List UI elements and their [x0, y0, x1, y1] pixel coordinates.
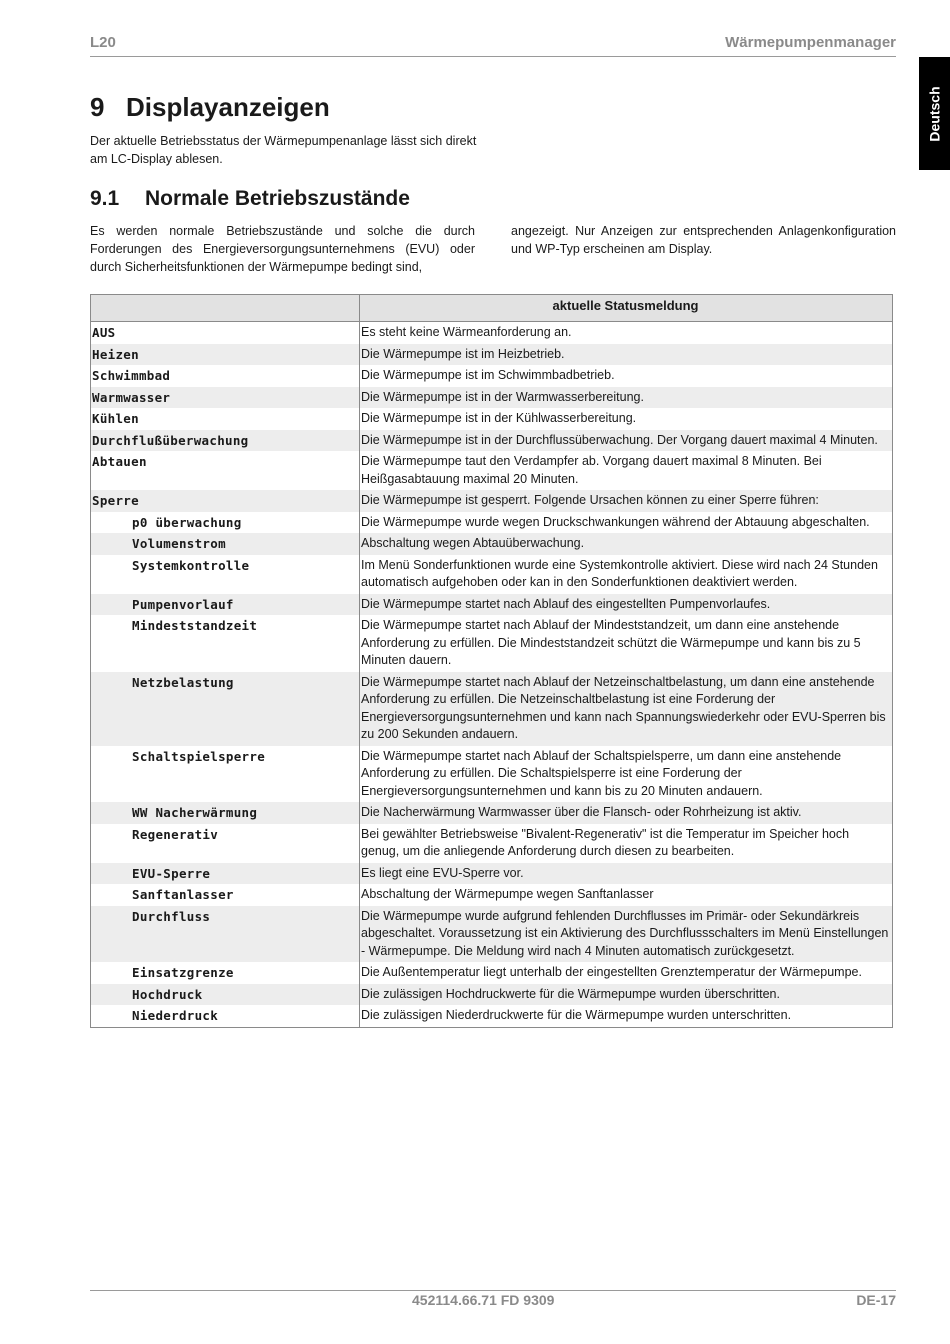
status-description: Im Menü Sonderfunktionen wurde eine Systemkontrolle aktiviert. Diese wird nach 24 Stunden automatisch aufgehoben oder kan in den Sonderfunktionen deaktiviert werden. [360, 555, 893, 594]
table-row [91, 746, 893, 803]
status-description: Die Außentemperatur liegt unterhalb der eingestellten Grenztemperatur der Wärmepumpe. [360, 962, 893, 984]
status-description: Die Wärmepumpe wurde wegen Druckschwankungen während der Abtauung abgeschalten. [360, 512, 893, 534]
status-table [90, 294, 893, 1028]
display-code: Kühlen [91, 408, 360, 430]
display-code: AUS [91, 322, 360, 344]
header-status-message: aktuelle Statusmeldung [360, 295, 893, 322]
table-row [91, 863, 893, 885]
display-code: Durchflußüberwachung [91, 430, 360, 452]
table-row [91, 594, 893, 616]
display-code: Durchfluss [91, 906, 360, 963]
subsection-text-right: angezeigt. Nur Anzeigen zur entsprechenden Anlagenkonfiguration und WP-Typ erscheinen am Display. [511, 224, 896, 256]
table-row [91, 344, 893, 366]
language-tab [919, 57, 950, 170]
display-code: Sperre [91, 490, 360, 512]
table-row [91, 555, 893, 594]
status-description: Die Wärmepumpe taut den Verdampfer ab. Vorgang dauert maximal 8 Minuten. Bei Heißgasabtauung maximal 20 Minuten. [360, 451, 893, 490]
status-description: Die Wärmepumpe ist gesperrt. Folgende Ursachen können zu einer Sperre führen: [360, 490, 893, 512]
status-description: Abschaltung wegen Abtauüberwachung. [360, 533, 893, 555]
table-row [91, 884, 893, 906]
table-row [91, 451, 893, 490]
table-row [91, 906, 893, 963]
display-code: Volumenstrom [91, 533, 360, 555]
status-table-header [91, 295, 893, 322]
status-description: Die Wärmepumpe ist in der Warmwasserbereitung. [360, 387, 893, 409]
display-code: Heizen [91, 344, 360, 366]
display-code: Hochdruck [91, 984, 360, 1006]
status-description: Es liegt eine EVU-Sperre vor. [360, 863, 893, 885]
table-row [91, 962, 893, 984]
display-code: Sanftanlasser [91, 884, 360, 906]
display-code: Abtauen [91, 451, 360, 490]
footer-rule [90, 1290, 896, 1291]
status-description: Die Wärmepumpe ist in der Durchflussüberwachung. Der Vorgang dauert maximal 4 Minuten. [360, 430, 893, 452]
section-title: Displayanzeigen [126, 92, 330, 122]
status-description: Die Wärmepumpe ist im Schwimmbadbetrieb. [360, 365, 893, 387]
header-product: L20 [90, 34, 116, 51]
status-description: Die Wärmepumpe ist im Heizbetrieb. [360, 344, 893, 366]
table-row [91, 824, 893, 863]
status-description: Abschaltung der Wärmepumpe wegen Sanftanlasser [360, 884, 893, 906]
table-row [91, 512, 893, 534]
display-code: Systemkontrolle [91, 555, 360, 594]
status-description: Die Wärmepumpe startet nach Ablauf der Netzeinschaltbelastung, um dann eine anstehende Anforderung zu erfüllen. Die Netzeinschaltbelastung ist eine Forderung der Energieversorgungsunternehmen und kann nach Spannungswiederkehr oder EVU-Sperren bis zu 200 Sekunden andauern. [360, 672, 893, 746]
display-code: WW Nacherwärmung [91, 802, 360, 824]
status-description: Es steht keine Wärmeanforderung an. [360, 322, 893, 344]
status-description: Die Wärmepumpe startet nach Ablauf des eingestellten Pumpenvorlaufes. [360, 594, 893, 616]
status-description: Die Wärmepumpe startet nach Ablauf der Mindeststandzeit, um dann eine anstehende Anforderung zu erfüllen. Die Mindeststandzeit schützt die Wärmepumpe und kann bis zu 5 Minuten dauern. [360, 615, 893, 672]
display-code: Schwimmbad [91, 365, 360, 387]
display-code: p0 überwachung [91, 512, 360, 534]
language-tab-label: Deutsch [926, 85, 943, 142]
table-row [91, 430, 893, 452]
status-description: Die zulässigen Niederdruckwerte für die Wärmepumpe wurden unterschritten. [360, 1005, 893, 1027]
display-code: Netzbelastung [91, 672, 360, 746]
section-intro: Der aktuelle Betriebsstatus der Wärmepumpenanlage lässt sich direkt am LC-Display ablesen. [90, 134, 477, 166]
display-code: Einsatzgrenze [91, 962, 360, 984]
table-row [91, 490, 893, 512]
status-table-body [91, 322, 893, 1028]
table-row [91, 533, 893, 555]
status-description: Die zulässigen Hochdruckwerte für die Wärmepumpe wurden überschritten. [360, 984, 893, 1006]
display-code: Niederdruck [91, 1005, 360, 1027]
table-row [91, 984, 893, 1006]
subsection-heading [90, 187, 410, 211]
table-row [91, 322, 893, 344]
header-title: Wärmepumpenmanager [725, 34, 896, 51]
display-code: Pumpenvorlauf [91, 594, 360, 616]
subsection-text-left: Es werden normale Betriebszustände und solche die durch Forderungen des Energieversorgungsunternehmens (EVU) oder durch Sicherheitsfunktionen der Wärmepumpe bedingt sind, [90, 224, 475, 274]
table-row [91, 408, 893, 430]
status-description: Bei gewählter Betriebsweise "Bivalent-Regenerativ" ist die Temperatur im Speicher hoch genug, um die anliegende Anforderung durch diesen zu bearbeiten. [360, 824, 893, 863]
display-code: Schaltspielsperre [91, 746, 360, 803]
section-number: 9 [90, 92, 105, 122]
display-code: EVU-Sperre [91, 863, 360, 885]
table-row [91, 802, 893, 824]
footer-page-number: DE-17 [856, 1292, 896, 1308]
footer-doc-number: 452114.66.71 FD 9309 [412, 1292, 555, 1308]
display-code: Warmwasser [91, 387, 360, 409]
table-row [91, 365, 893, 387]
status-description: Die Nacherwärmung Warmwasser über die Flansch- oder Rohrheizung ist aktiv. [360, 802, 893, 824]
table-row [91, 672, 893, 746]
subsection-number: 9.1 [90, 187, 120, 210]
table-row [91, 615, 893, 672]
subsection-title: Normale Betriebszustände [145, 187, 410, 210]
status-description: Die Wärmepumpe startet nach Ablauf der Schaltspielsperre, um dann eine anstehende Anforderung zu erfüllen. Die Schaltspielsperre ist eine Forderung der Energieversorgungsunternehmen und kann bis zu 20 Minuten andauern. [360, 746, 893, 803]
header-blank-cell [91, 295, 360, 322]
header-rule [90, 56, 896, 57]
status-description: Die Wärmepumpe ist in der Kühlwasserbereitung. [360, 408, 893, 430]
table-row [91, 387, 893, 409]
display-code: Mindeststandzeit [91, 615, 360, 672]
table-row [91, 1005, 893, 1027]
display-code: Regenerativ [91, 824, 360, 863]
section-heading [90, 92, 330, 123]
status-description: Die Wärmepumpe wurde aufgrund fehlenden Durchflusses im Primär- oder Sekundärkreis abgeschaltet. Voraussetzung ist ein Aktivierung des Durchflussschalters im Menü Einstellungen - Wärmepumpe. Die Meldung wird nach 4 Minuten automatisch zurückgesetzt. [360, 906, 893, 963]
